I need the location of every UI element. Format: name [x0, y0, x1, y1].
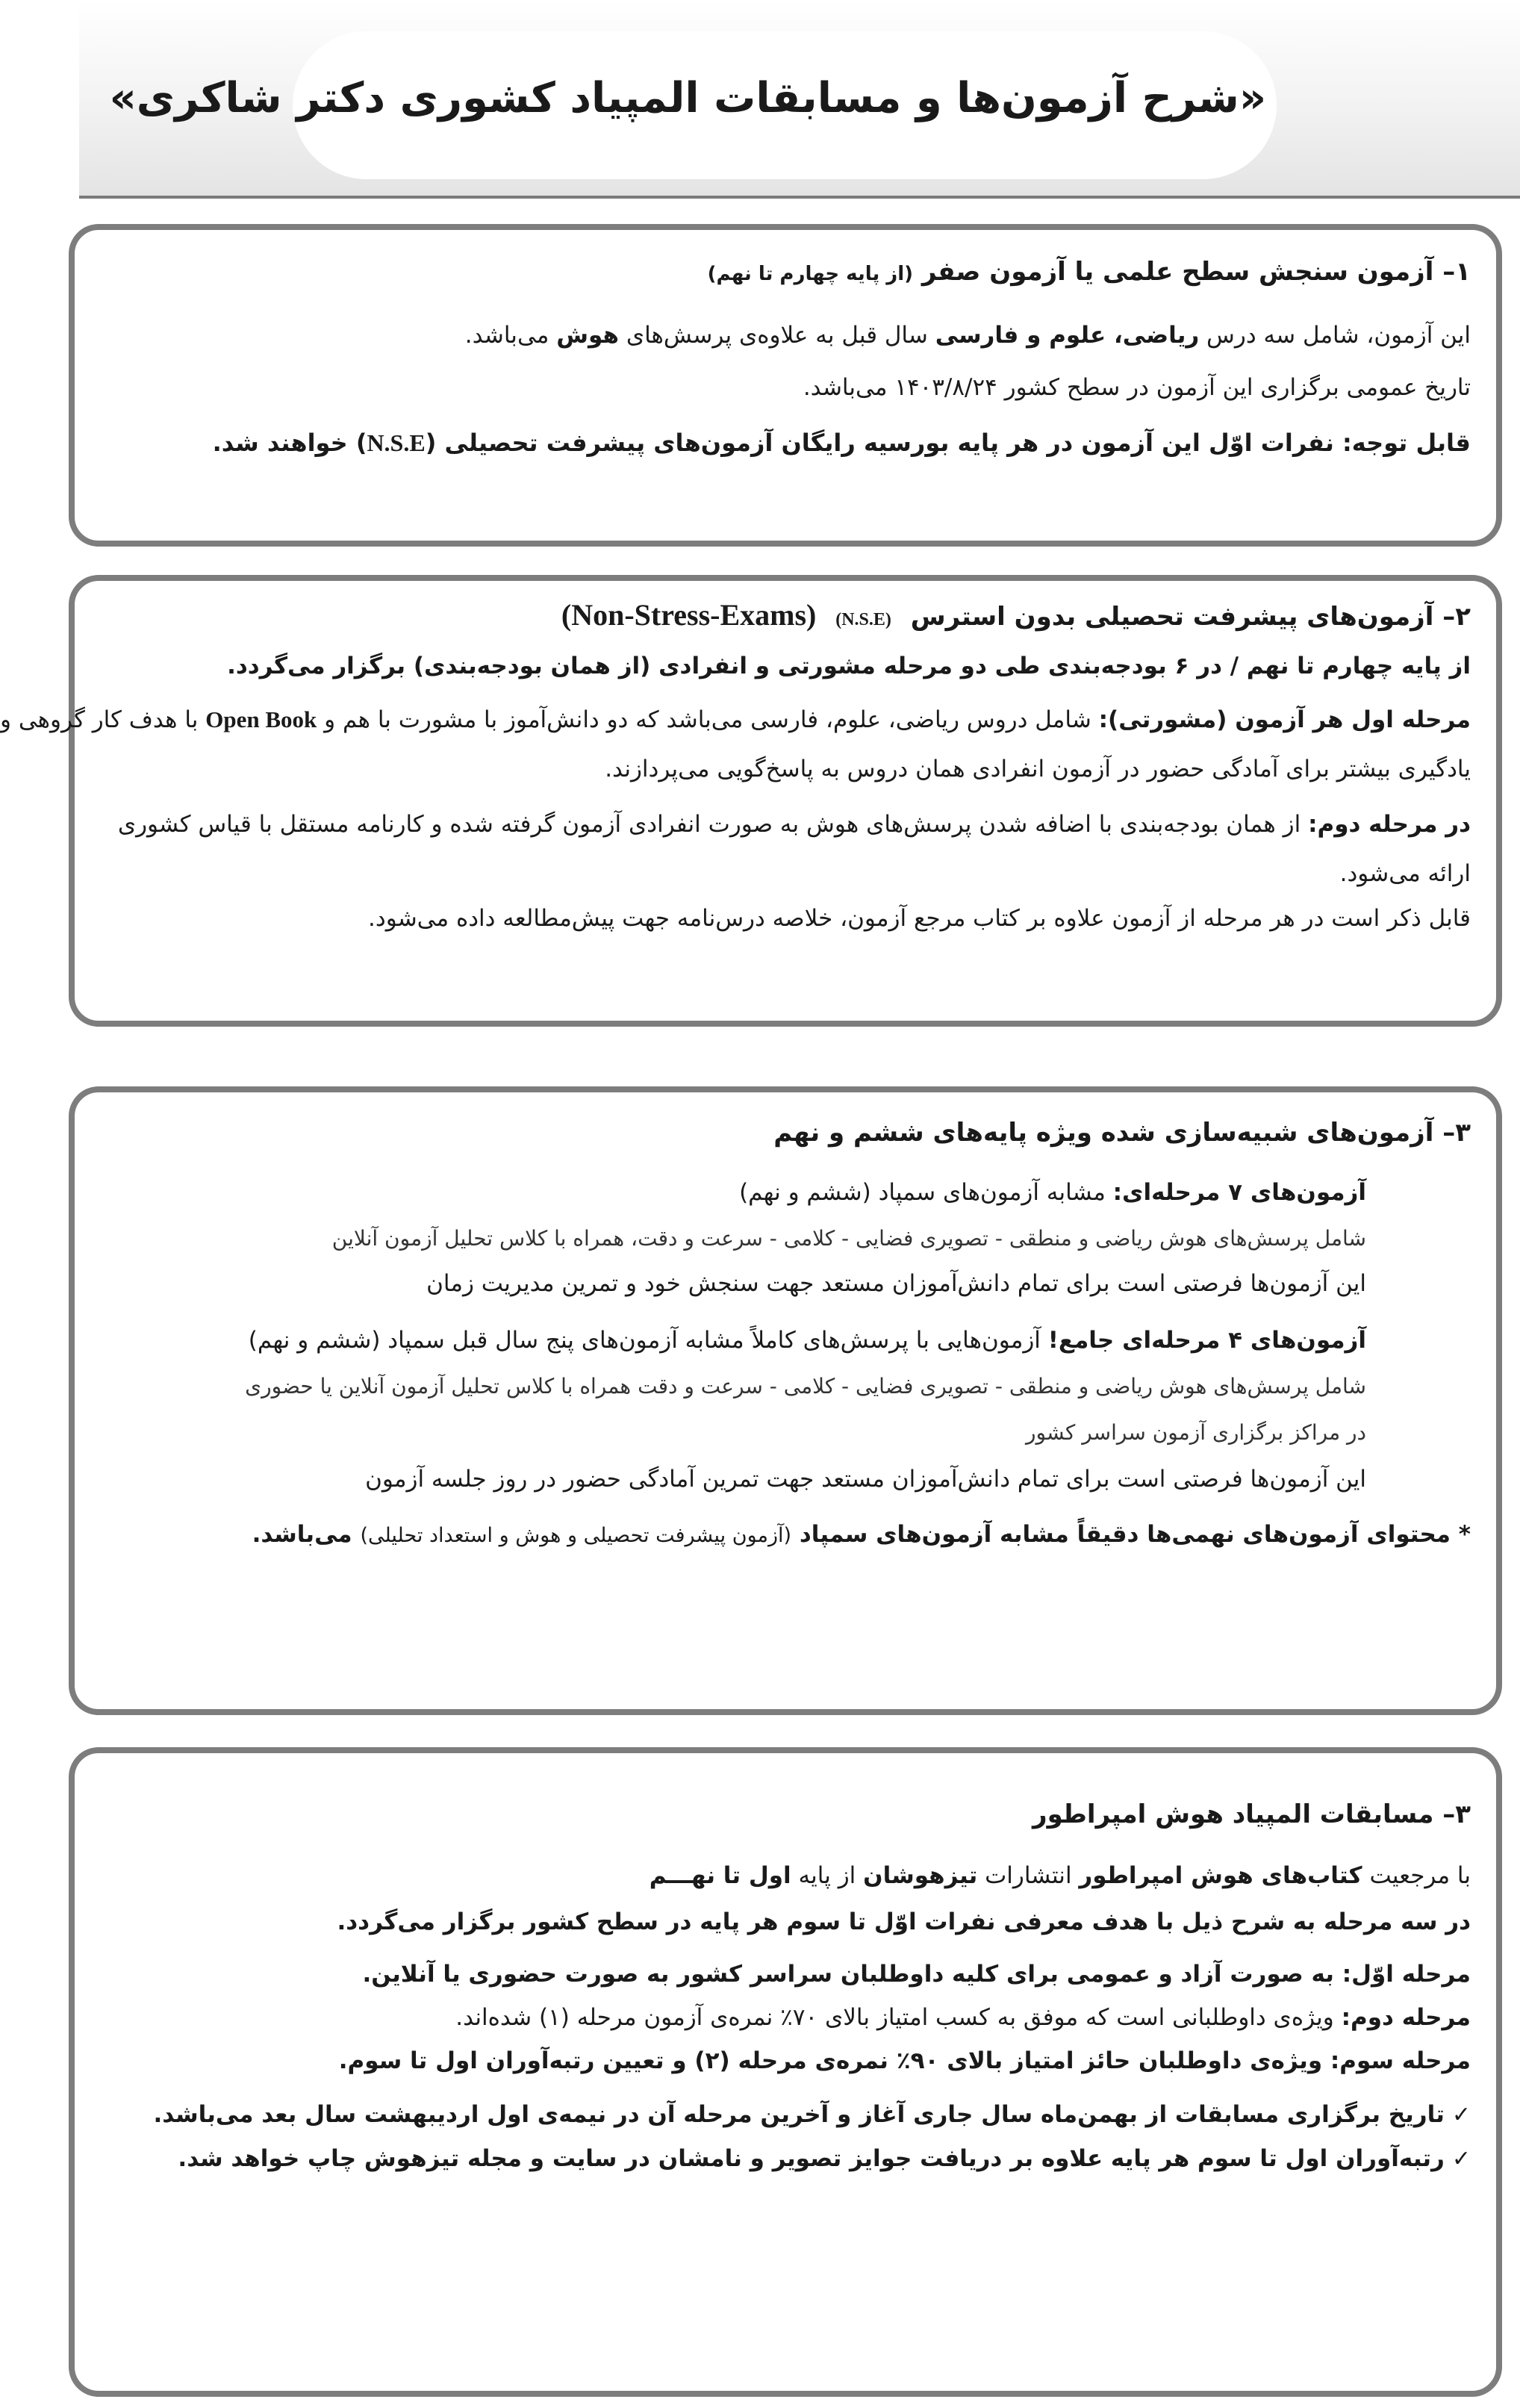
check-icon: ✓ [1451, 2102, 1471, 2128]
section-zero-exam [69, 224, 1502, 547]
four-stage-purpose: این آزمون‌ها فرصتی است برای تمام دانش‌آموزان مستعد جهت تمرین آمادگی حضور در روز جلسه آزمون [365, 1466, 1366, 1493]
section-olympiad [69, 1747, 1502, 2397]
paragraph: این آزمون، شامل سه درس ریاضی، علوم و فارسی سال قبل به علاوه‌ی پرسش‌های هوش می‌باشد. [464, 322, 1471, 349]
section-heading: ۳– مسابقات المپیاد هوش امپراطور [1032, 1799, 1471, 1829]
check-item-dates: ✓تاریخ برگزاری مسابقات از بهمن‌ماه سال جاری آغاز و آخرین مرحله آن در نیمه‌ی اول اردیبهشت سال بعد می‌باشد. [153, 2101, 1471, 2128]
stage-three: مرحله سوم: ویژه‌ی داوطلبان حائز امتیاز بالای ۹۰٪ نمره‌ی مرحله (۲) و تعیین رتبه‌آوران اول تا سوم. [338, 2047, 1471, 2074]
stage-two: مرحله دوم: ویژه‌ی داوطلبانی است که موفق به کسب امتیاز بالای ۷۰٪ نمره‌ی آزمون مرحله (۱) شده‌اند. [455, 2004, 1471, 2031]
four-stage-title: آزمون‌های ۴ مرحله‌ای جامع! آزمون‌هایی با پرسش‌های کاملاً مشابه آزمون‌های پنج سال قبل سمپاد (ششم و نهم) [248, 1327, 1366, 1354]
four-stage-desc-2: در مراکز برگزاری آزمون سراسر کشور [1026, 1420, 1366, 1445]
stage-two-paragraph: در مرحله دوم: از همان بودجه‌بندی با اضافه شدن پرسش‌های هوش به صورت انفرادی آزمون گرفته شده و کارنامه مستقل با قیاس کشوری [117, 811, 1471, 838]
stage-one-paragraph: مرحله اول هر آزمون (مشورتی): شامل دروس ریاضی، علوم، فارسی می‌باشد که دو دانش‌آموز با مشورت با هم و Open Book با هدف کار گروهی و [0, 706, 1471, 733]
four-stage-desc: شامل پرسش‌های هوش ریاضی و منطقی - تصویری فضایی - کلامی - سرعت و دقت همراه با کلاس تحلیل آزمون آنلاین یا حضوری [245, 1374, 1366, 1399]
stages-intro: در سه مرحله به شرح ذیل با هدف معرفی نفرات اوّل تا سوم هر پایه در سطح کشور برگزار می‌گردد. [337, 1908, 1471, 1935]
reference-line: با مرجعیت کتاب‌های هوش امپراطور انتشارات تیزهوشان از پایه اول تا نهـــم [649, 1862, 1471, 1889]
check-icon: ✓ [1451, 2146, 1471, 2172]
stage-one: مرحله اوّل: به صورت آزاد و عمومی برای کلیه داوطلبان سراسر کشور به صورت حضوری یا آنلاین. [362, 1961, 1471, 1988]
note-line: قابل توجه: نفرات اوّل این آزمون در هر پایه بورسیه رایگان آزمون‌های پیشرفت تحصیلی (N.S.E) خواهند شد. [212, 429, 1471, 457]
page-title: «شرح آزمون‌ها و مسابقات المپیاد کشوری دکتر شاکری» [109, 74, 1266, 122]
seven-stage-block [100, 1176, 1471, 1300]
ninth-grade-note: * محتوای آزمون‌های نهمی‌ها دقیقاً مشابه آزمون‌های سمپاد (آزمون پیشرفت تحصیلی و هوش و استعداد تحلیلی) می‌باشد. [252, 1521, 1471, 1548]
subheading: از پایه چهارم تا نهم / در ۶ بودجه‌بندی طی دو مرحله مشورتی و انفرادی (از همان بودجه‌بندی) برگزار می‌گردد. [227, 653, 1471, 679]
seven-stage-title: آزمون‌های ۷ مرحله‌ای: مشابه آزمون‌های سمپاد (ششم و نهم) [739, 1179, 1366, 1206]
section-heading: ۳– آزمون‌های شبیه‌سازی شده ویژه پایه‌های ششم و نهم [773, 1118, 1471, 1148]
exam-date-line: تاریخ عمومی برگزاری این آزمون در سطح کشور ۱۴۰۳/۸/۲۴ می‌باشد. [803, 374, 1471, 401]
stage-two-line2: ارائه می‌شود. [1339, 860, 1471, 887]
check-item-prizes: ✓رتبه‌آوران اول تا سوم هر پایه علاوه بر دریافت جوایز تصویر و نامشان در سایت و مجله تیزهوش چاپ خواهد شد. [178, 2145, 1471, 2172]
four-stage-block [100, 1324, 1471, 1496]
section-heading: ۱– آزمون سنجش سطح علمی یا آزمون صفر (از پایه چهارم تا نهم) [707, 257, 1471, 287]
section-heading: ۲– آزمون‌های پیشرفت تحصیلی بدون استرس (N.S.E) (Non-Stress-Exams) [561, 598, 1471, 632]
section-nse-exams [0, 575, 1502, 1027]
seven-stage-desc: شامل پرسش‌های هوش ریاضی و منطقی - تصویری فضایی - کلامی - سرعت و دقت، همراه با کلاس تحلیل آزمون آنلاین [331, 1226, 1366, 1251]
stage-one-line2: یادگیری بیشتر برای آمادگی حضور در آزمون انفرادی همان دروس به پاسخ‌گویی می‌پردازند. [605, 756, 1471, 783]
closing-line: قابل ذکر است در هر مرحله از آزمون علاوه بر کتاب مرجع آزمون، خلاصه درس‌نامه جهت پیش‌مطالعه داده می‌شود. [368, 905, 1471, 932]
seven-stage-purpose: این آزمون‌ها فرصتی است برای تمام دانش‌آموزان مستعد جهت سنجش خود و تمرین مدیریت زمان [426, 1270, 1366, 1297]
section-simulated-exams [69, 1086, 1502, 1715]
